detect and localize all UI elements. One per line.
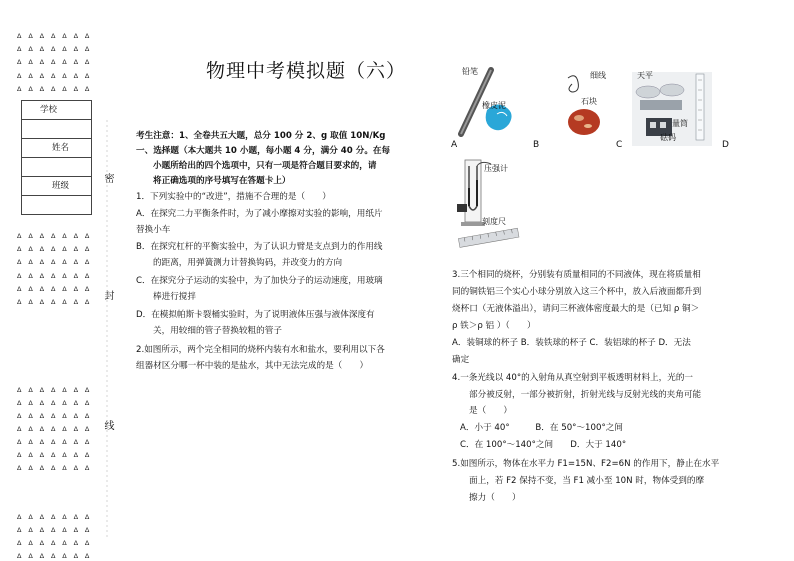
page-title: 物理中考模拟题（六） [206, 60, 407, 82]
margin-triangle-row: Δ Δ Δ Δ Δ Δ Δ [17, 552, 92, 560]
q1-option-d-1: D．在模拟帕斯卡裂桶实验时，为了说明液体压强与液体深度有 [136, 310, 375, 320]
q1-option-b-2: 的距离，用弹簧测力计替换钩码，并改变力的方向 [153, 258, 343, 268]
q3-line3: 烧杯口（无液体溢出），请问三杯液体密度最大的是（已知 ρ 铜＞ [452, 304, 700, 314]
section1-line3: 将正确选项的序号填写在答题卡上） [153, 176, 291, 186]
margin-triangle-row: Δ Δ Δ Δ Δ Δ Δ [17, 45, 92, 53]
label-weights: 砝码 [660, 133, 676, 142]
margin-triangle-row: Δ Δ Δ Δ Δ Δ Δ [17, 298, 92, 306]
margin-triangle-row: Δ Δ Δ Δ Δ Δ Δ [17, 438, 92, 446]
label-ruler: 刻度尺 [482, 217, 506, 226]
margin-triangle-row: Δ Δ Δ Δ Δ Δ Δ [17, 232, 92, 240]
q2-line1: 2.如图所示，两个完全相同的烧杯内装有水和盐水，要利用以下各 [136, 345, 385, 355]
margin-triangle-row: Δ Δ Δ Δ Δ Δ Δ [17, 526, 92, 534]
q3-line1: 3.三个相同的烧杯，分别装有质量相同的不同液体，现在将质量相 [452, 270, 701, 280]
q4-line1: 4.一条光线以 40°的入射角从真空射到平板透明材料上，光的一 [452, 373, 694, 383]
label-pressure-gauge: 压强计 [484, 164, 508, 173]
seal-char-1: 密 [102, 173, 113, 183]
q2-line2: 组器材区分哪一杯中装的是盐水，其中无法完成的是（ ） [136, 361, 369, 371]
margin-triangle-row: Δ Δ Δ Δ Δ Δ Δ [17, 513, 92, 521]
class-label: 班级 [22, 177, 91, 196]
q5-line2: 面上，若 F2 保持不变，当 F1 减小至 10N 时，物体受到的摩 [469, 476, 705, 486]
q4-line2: 部分被反射，一部分被折射，折射光线与反射光线的夹角可能 [469, 390, 702, 400]
q1-option-d-2: 关，用较细的管子替换较粗的管子 [153, 326, 282, 336]
label-cylinder: 量筒 [672, 119, 688, 128]
q1-stem: 1．下列实验中的“改进”，措施不合理的是（ ） [136, 192, 331, 202]
exam-notice: 考生注意：1、全卷共五大题，总分 100 分 2、g 取值 10N/Kg [136, 131, 386, 141]
label-figure-d: D [722, 140, 729, 150]
margin-triangle-row: Δ Δ Δ Δ Δ Δ Δ [17, 464, 92, 472]
q3-line2: 同的铜铁铝三个实心小球分别放入这三个杯中，放入后液面都升到 [452, 287, 702, 297]
margin-triangle-row: Δ Δ Δ Δ Δ Δ Δ [17, 258, 92, 266]
q1-option-b-1: B．在探究杠杆的平衡实验中，为了认识力臂是支点到力的作用线 [136, 242, 383, 252]
margin-triangle-row: Δ Δ Δ Δ Δ Δ Δ [17, 285, 92, 293]
seal-char-2: 封 [102, 290, 113, 300]
margin-triangle-row: Δ Δ Δ Δ Δ Δ Δ [17, 72, 92, 80]
q5-line3: 擦力（ ） [469, 493, 521, 503]
margin-triangle-row: Δ Δ Δ Δ Δ Δ Δ [17, 85, 92, 93]
margin-triangle-row: Δ Δ Δ Δ Δ Δ Δ [17, 451, 92, 459]
label-pencil: 铅笔 [462, 67, 478, 76]
q3-line4: ρ 铁＞ρ 铝 ）（ ） [452, 321, 536, 331]
q1-option-c-2: 棒进行搅拌 [153, 292, 196, 302]
label-figure-b: B [533, 140, 540, 150]
name-label: 姓名 [22, 139, 91, 158]
label-balance: 天平 [637, 71, 653, 80]
q3-options: A．装铜球的杯子 B．装铁球的杯子 C．装铝球的杯子 D．无法 [452, 338, 691, 348]
q1-option-a-2: 替换小车 [136, 225, 171, 235]
section1-line2: 小题所给出的四个选项中，只有一项是符合题目要求的，请 [153, 161, 377, 171]
q4-options-ab: A．小于 40° B．在 50°～100°之间 [460, 423, 623, 433]
margin-triangle-row: Δ Δ Δ Δ Δ Δ Δ [17, 272, 92, 280]
margin-triangle-row: Δ Δ Δ Δ Δ Δ Δ [17, 412, 92, 420]
label-figure-c: C [616, 140, 623, 150]
q5-line1: 5.如图所示，物体在水平力 F1=15N、F2=6N 的作用下，静止在水平 [452, 459, 720, 469]
q1-option-a-1: A．在探究二力平衡条件时，为了减小摩擦对实验的影响，用纸片 [136, 209, 383, 219]
label-figure-a: A [451, 140, 458, 150]
seal-char-3: 线 [102, 420, 113, 430]
label-eraser: 橡皮泥 [482, 101, 506, 110]
margin-triangle-row: Δ Δ Δ Δ Δ Δ Δ [17, 32, 92, 40]
margin-triangle-row: Δ Δ Δ Δ Δ Δ Δ [17, 386, 92, 394]
q4-line3: 是（ ） [469, 406, 512, 416]
margin-triangle-row: Δ Δ Δ Δ Δ Δ Δ [17, 58, 92, 66]
q3-line6: 确定 [452, 355, 470, 365]
margin-triangle-row: Δ Δ Δ Δ Δ Δ Δ [17, 425, 92, 433]
binding-line [106, 120, 108, 540]
student-info-box [21, 100, 92, 215]
label-thread: 细线 [590, 71, 606, 80]
margin-triangle-row: Δ Δ Δ Δ Δ Δ Δ [17, 539, 92, 547]
q1-option-c-1: C．在探究分子运动的实验中，为了加快分子的运动速度，用玻璃 [136, 276, 383, 286]
margin-triangle-row: Δ Δ Δ Δ Δ Δ Δ [17, 245, 92, 253]
label-stone: 石块 [581, 97, 597, 106]
q4-options-cd: C．在 100°～140°之间 D．大于 140° [460, 440, 627, 450]
margin-triangle-row: Δ Δ Δ Δ Δ Δ Δ [17, 399, 92, 407]
section1-line1: 一、选择题（本大题共 10 小题，每小题 4 分，满分 40 分。在每 [136, 146, 391, 156]
school-label: 学校 [22, 101, 91, 120]
